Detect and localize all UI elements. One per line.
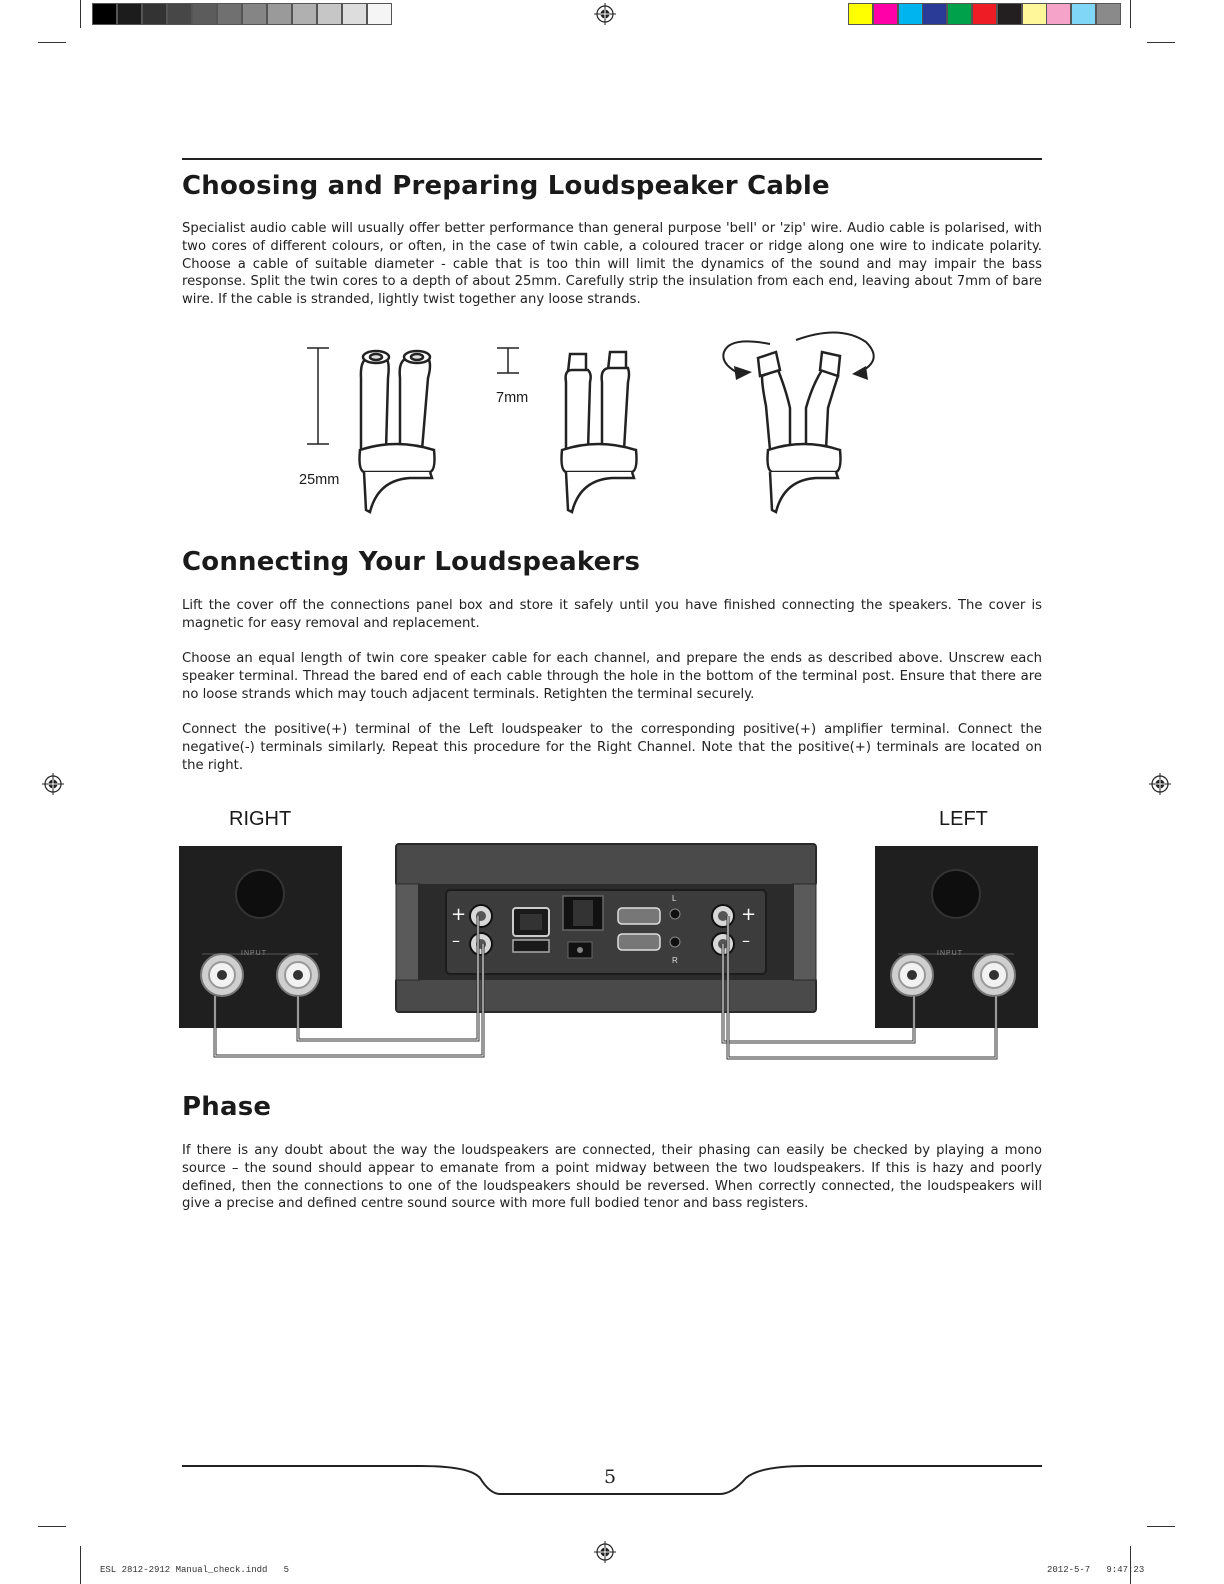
- crop-mark: [38, 42, 66, 43]
- label-right-speaker: RIGHT: [229, 808, 292, 830]
- gray-swatch: [117, 3, 142, 25]
- cable-preparation-figure: [300, 330, 900, 520]
- left-speaker-panel: [875, 846, 1038, 1028]
- crop-mark: [80, 0, 81, 28]
- label-left-speaker: LEFT: [939, 808, 988, 830]
- color-swatch: [947, 3, 972, 25]
- dimension-25mm-marker: [307, 348, 329, 444]
- twist-arrow-icon: [723, 332, 873, 374]
- color-swatch: [898, 3, 923, 25]
- gray-swatch: [142, 3, 167, 25]
- crop-mark: [1130, 0, 1131, 28]
- stripped-cable-drawing: [562, 352, 637, 512]
- page-number: 5: [604, 1466, 617, 1488]
- left-terminal-minus-label: –: [742, 931, 750, 950]
- slug-timestamp: 2012-5-7 9:47:23: [1047, 1565, 1145, 1575]
- registration-target-icon: [594, 1541, 616, 1563]
- color-swatch: [922, 3, 947, 25]
- gray-swatch: [267, 3, 292, 25]
- section-title-connecting: Connecting Your Loudspeakers: [182, 547, 641, 577]
- crop-mark: [1147, 1526, 1175, 1527]
- color-swatch: [1071, 3, 1096, 25]
- gray-swatch: [317, 3, 342, 25]
- section-rule: [182, 158, 1042, 160]
- connection-panel-box: [396, 844, 816, 1012]
- color-swatch: [1022, 3, 1047, 25]
- gray-swatch: [342, 3, 367, 25]
- color-swatch: [873, 3, 898, 25]
- gray-swatch: [92, 3, 117, 25]
- right-terminal-minus-label: –: [452, 931, 460, 950]
- left-speaker-input-label: INPUT: [937, 950, 963, 957]
- right-terminal-plus-label: +: [451, 904, 467, 925]
- channel-r-label: R: [672, 956, 678, 965]
- gray-swatch: [217, 3, 242, 25]
- cable-paragraph: Specialist audio cable will usually offer better performance than general purpose 'bell' or 'zip' wire. Audio cable is polarised, with two cores of different colours, or often, in the case of twin cable, a coloured tracer or ridge along one wire to indicate polarity. Choose a cable of suitable diameter - cable that is too thin will limit the dynamics of the sound and may impair the bass response. Split the twin cores to a depth of about 25mm. Carefully strip the insulation from each end, leaving about 7mm of bare wire. If the cable is stranded, lightly twist together any loose strands.: [182, 221, 1042, 308]
- color-swatch: [1096, 3, 1121, 25]
- gray-swatch: [292, 3, 317, 25]
- right-speaker-input-label: INPUT: [241, 950, 267, 957]
- connecting-paragraph-3: Connect the positive(+) terminal of the Left loudspeaker to the corresponding positive(+) amplifier terminal. Connect the negative(-) terminals similarly. Repeat this procedure for the Right Channel. Note that the positive(+) terminals are located on the right.: [182, 722, 1042, 773]
- registration-target-icon: [594, 3, 616, 25]
- channel-l-label: L: [672, 894, 677, 903]
- registration-target-icon: [42, 773, 64, 795]
- color-swatch: [1046, 3, 1071, 25]
- twist-arrow-head-icon: [734, 366, 752, 380]
- left-terminal-plus-label: +: [741, 904, 757, 925]
- gray-swatch: [192, 3, 217, 25]
- twisted-cable-drawing: [758, 352, 841, 512]
- phase-paragraph: If there is any doubt about the way the loudspeakers are connected, their phasing can easily be checked by playing a mono source – the sound should appear to emanate from a point midway between the two loudspeakers. If this is hazy and poorly defined, then the connections to one of the loudspeakers should be reversed. When correctly connected, the loudspeakers will give a precise and defined centre sound source with more full bodied tenor and bass registers.: [182, 1143, 1042, 1212]
- label-7mm: 7mm: [496, 390, 529, 406]
- color-swatch: [972, 3, 997, 25]
- section-title-phase: Phase: [182, 1092, 272, 1122]
- section-title-cable: Choosing and Preparing Loudspeaker Cable: [182, 171, 830, 201]
- dimension-7mm-marker: [497, 348, 519, 373]
- gray-swatch: [367, 3, 392, 25]
- split-cable-drawing: [360, 351, 435, 512]
- label-25mm: 25mm: [299, 472, 340, 488]
- connecting-paragraph-2: Choose an equal length of twin core speaker cable for each channel, and prepare the ends as described above. Unscrew each speaker terminal. Thread the bared end of each cable through the hole in the bottom of the terminal post. Ensure that there are no loose strands which may touch adjacent terminals. Retighten the terminal securely.: [182, 651, 1042, 702]
- crop-mark: [38, 1526, 66, 1527]
- connection-diagram: [170, 838, 1050, 1070]
- twist-arrow-head-icon: [852, 366, 868, 380]
- connecting-paragraph-1: Lift the cover off the connections panel box and store it safely until you have finished connecting the speakers. The cover is magnetic for easy removal and replacement.: [182, 598, 1042, 631]
- crop-mark: [80, 1546, 81, 1584]
- crop-mark: [1147, 42, 1175, 43]
- slug-file-name: ESL 2812-2912 Manual_check.indd 5: [100, 1565, 290, 1575]
- right-speaker-panel: [179, 846, 342, 1028]
- gray-swatch: [167, 3, 192, 25]
- color-swatch: [848, 3, 873, 25]
- gray-swatch: [242, 3, 267, 25]
- registration-target-icon: [1149, 773, 1171, 795]
- color-swatch: [997, 3, 1022, 25]
